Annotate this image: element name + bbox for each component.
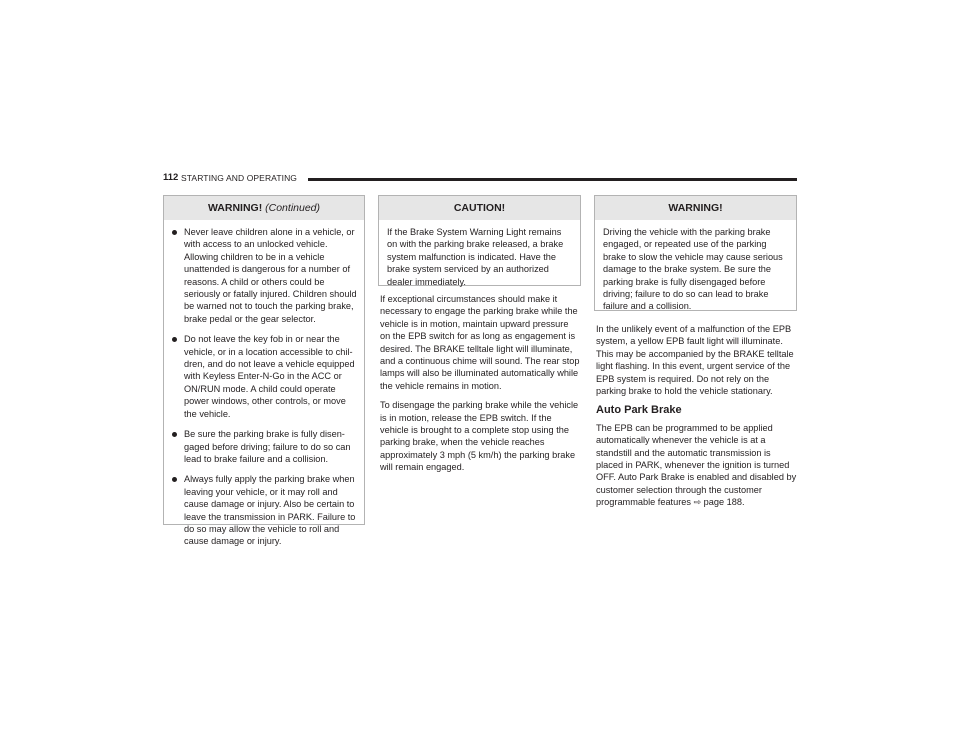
warning-continued-box (163, 195, 365, 547)
right-column-text (596, 323, 798, 516)
warning-box (594, 195, 797, 311)
page-number: 112 (163, 172, 179, 183)
bullet-icon (172, 230, 177, 235)
caution-heading: CAUTION! (379, 196, 580, 220)
list-item: Be sure the parking brake is fully disen-gaged before driving; failure to do so can lead to brake failure and a collision. (172, 428, 357, 465)
warning-continued-heading (164, 196, 364, 220)
bullet-icon (172, 477, 177, 482)
middle-column-text (380, 293, 580, 481)
bullet-icon (172, 432, 177, 437)
page-header (163, 171, 797, 185)
paragraph: If exceptional circumstances should make it necessary to engage the parking brake while the vehicle is in motion, maintain upward pressure on the EPB switch for as long as engagement is desired. The BRAKE telltale light will illuminate, and a continuous chime will sound. The rear stop lamps will also be illuminated automatically while the vehicle remains in motion. (380, 294, 580, 391)
paragraph: To disengage the parking brake while the vehicle is in motion, release the EPB switch. If the vehicle is brought to a complete stop using the parking brake, when the vehicle reaches approximately 3 mph (5 km/h) the parking brake will remain engaged. (380, 400, 579, 473)
page-reference-link[interactable]: page 188. (703, 497, 745, 508)
paragraph: In the unlikely event of a malfunction of the EPB system, a yellow EPB fault light will illuminate. This may be accompanied by the BRAKE telltale light flashing. In this event, urgent service of the EPB system is required. Do not rely on the parking brake to hold the vehicle stationary. (596, 324, 794, 397)
page-reference-arrow-icon: ⇨ (693, 497, 702, 508)
header-rule (308, 178, 797, 181)
warning-text: Driving the vehicle with the parking brake engaged, or repeated use of the parking brake to slow the vehicle may cause serious damage to the brake system. Be sure the parking brake is fully disengaged before driving; failure to do so can lead to brake failure and a collision. (603, 227, 783, 312)
list-item: Always fully apply the parking brake when leaving your vehicle, or it may roll and cause damage or injury. Also be certain to leave the transmission in PARK. Failure to do so may allow the vehicle to roll and cause damage or injury. (172, 473, 357, 547)
caution-box (378, 195, 581, 286)
warning-continued-label: (Continued) (265, 202, 321, 214)
section-title: STARTING AND OPERATING (181, 173, 298, 183)
subheading-auto-park-brake: Auto Park Brake (596, 404, 682, 417)
warning-bullet-list (172, 226, 357, 548)
list-item: Do not leave the key fob in or near the vehicle, or in a location accessible to chil-dren, and do not leave a vehicle equipped with Keyless Enter-N-Go in the ACC or ON/RUN mode. A child could operate power windows, other controls, or move the vehicle. (172, 333, 357, 420)
caution-text: If the Brake System Warning Light remains on with the parking brake released, a brake system malfunction is indicated. Have the brake system serviced by an authorized dealer immediately. (387, 227, 564, 287)
bullet-icon (172, 337, 177, 342)
list-item: Never leave children alone in a vehicle, or with access to an unlocked vehicle. Allowing children to be in a vehicle unattended is dangerous for a number of reasons. A child or others could be seriously or fatally injured. Children should be warned not to touch the parking brake, brake pedal or the gear selector. (172, 226, 357, 325)
paragraph: The EPB can be programmed to be applied automatically whenever the vehicle is at a standstill and the automatic transmission is placed in PARK, whenever the ignition is turned OFF. Auto Park Brake is enabled and disabled by customer selection through the customer programmable features ⇨ page 188. (596, 422, 797, 508)
warning-heading: WARNING! (595, 196, 796, 220)
warning-title: WARNING! (207, 202, 263, 214)
